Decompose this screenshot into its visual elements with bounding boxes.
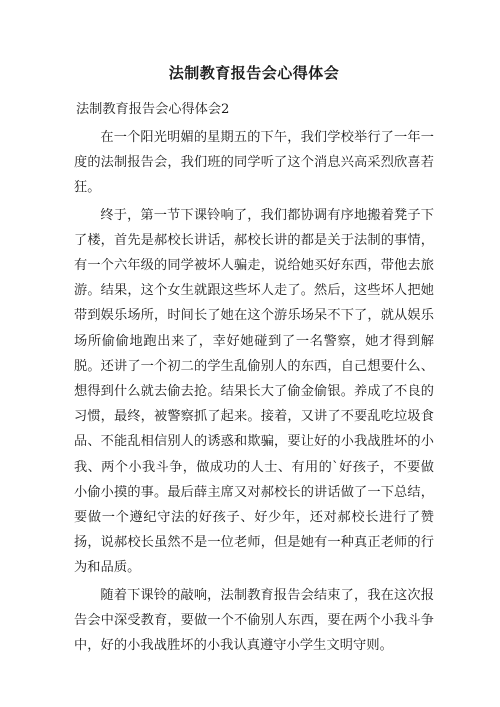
paragraph-1: 在一个阳光明媚的星期五的下午，我们学校举行了一年一度的法制报告会，我们班的同学听了这个消息兴高采烈欣喜若狂。 — [74, 130, 434, 196]
document-title: 法制教育报告会心得体会 — [168, 64, 340, 82]
document-subtitle: 法制教育报告会心得体会2 — [76, 102, 230, 117]
paragraph-2: 终于，第一节下课铃响了，我们都协调有序地搬着凳子下了楼，首先是郝校长讲话，郝校长讲的都是关于法制的事情，有一个六年级的同学被坏人骗走，说给她买好东西，带他去旅游。结果，这个女生就跟这些坏人走了。然后，这些坏人把她带到娱乐场所，时间长了她在这个游乐场呆不下了，就从娱乐场所偷偷地跑出来了，幸好她碰到了一名警察，她才得到解脱。还讲了一个初二的学生乱偷别人的东西，自己想要什么、想得到什么就去偷去抢。结果长大了偷金偷银。养成了不良的习惯，最终，被警察抓了起来。接着，又讲了不要乱吃垃圾食品、不能乱相信别人的诱惑和欺骗，要让好的小我战胜坏的小我、两个小我斗争，做成功的人士、有用的`好孩子，不要做小偷小摸的事。最后薛主席又对郝校长的讲话做了一下总结，要做一个遵纪守法的好孩子、好少年，还对郝校长进行了赞扬，说郝校长虽然不是一位老师，但是她有一种真正老师的行为和品质。 — [74, 207, 434, 576]
paragraph-3: 随着下课铃的敲响，法制教育报告会结束了，我在这次报告会中深受教育，要做一个不偷别人东西，要在两个小我斗争中，好的小我战胜坏的小我认真遵守小学生文明守则。 — [74, 587, 434, 654]
